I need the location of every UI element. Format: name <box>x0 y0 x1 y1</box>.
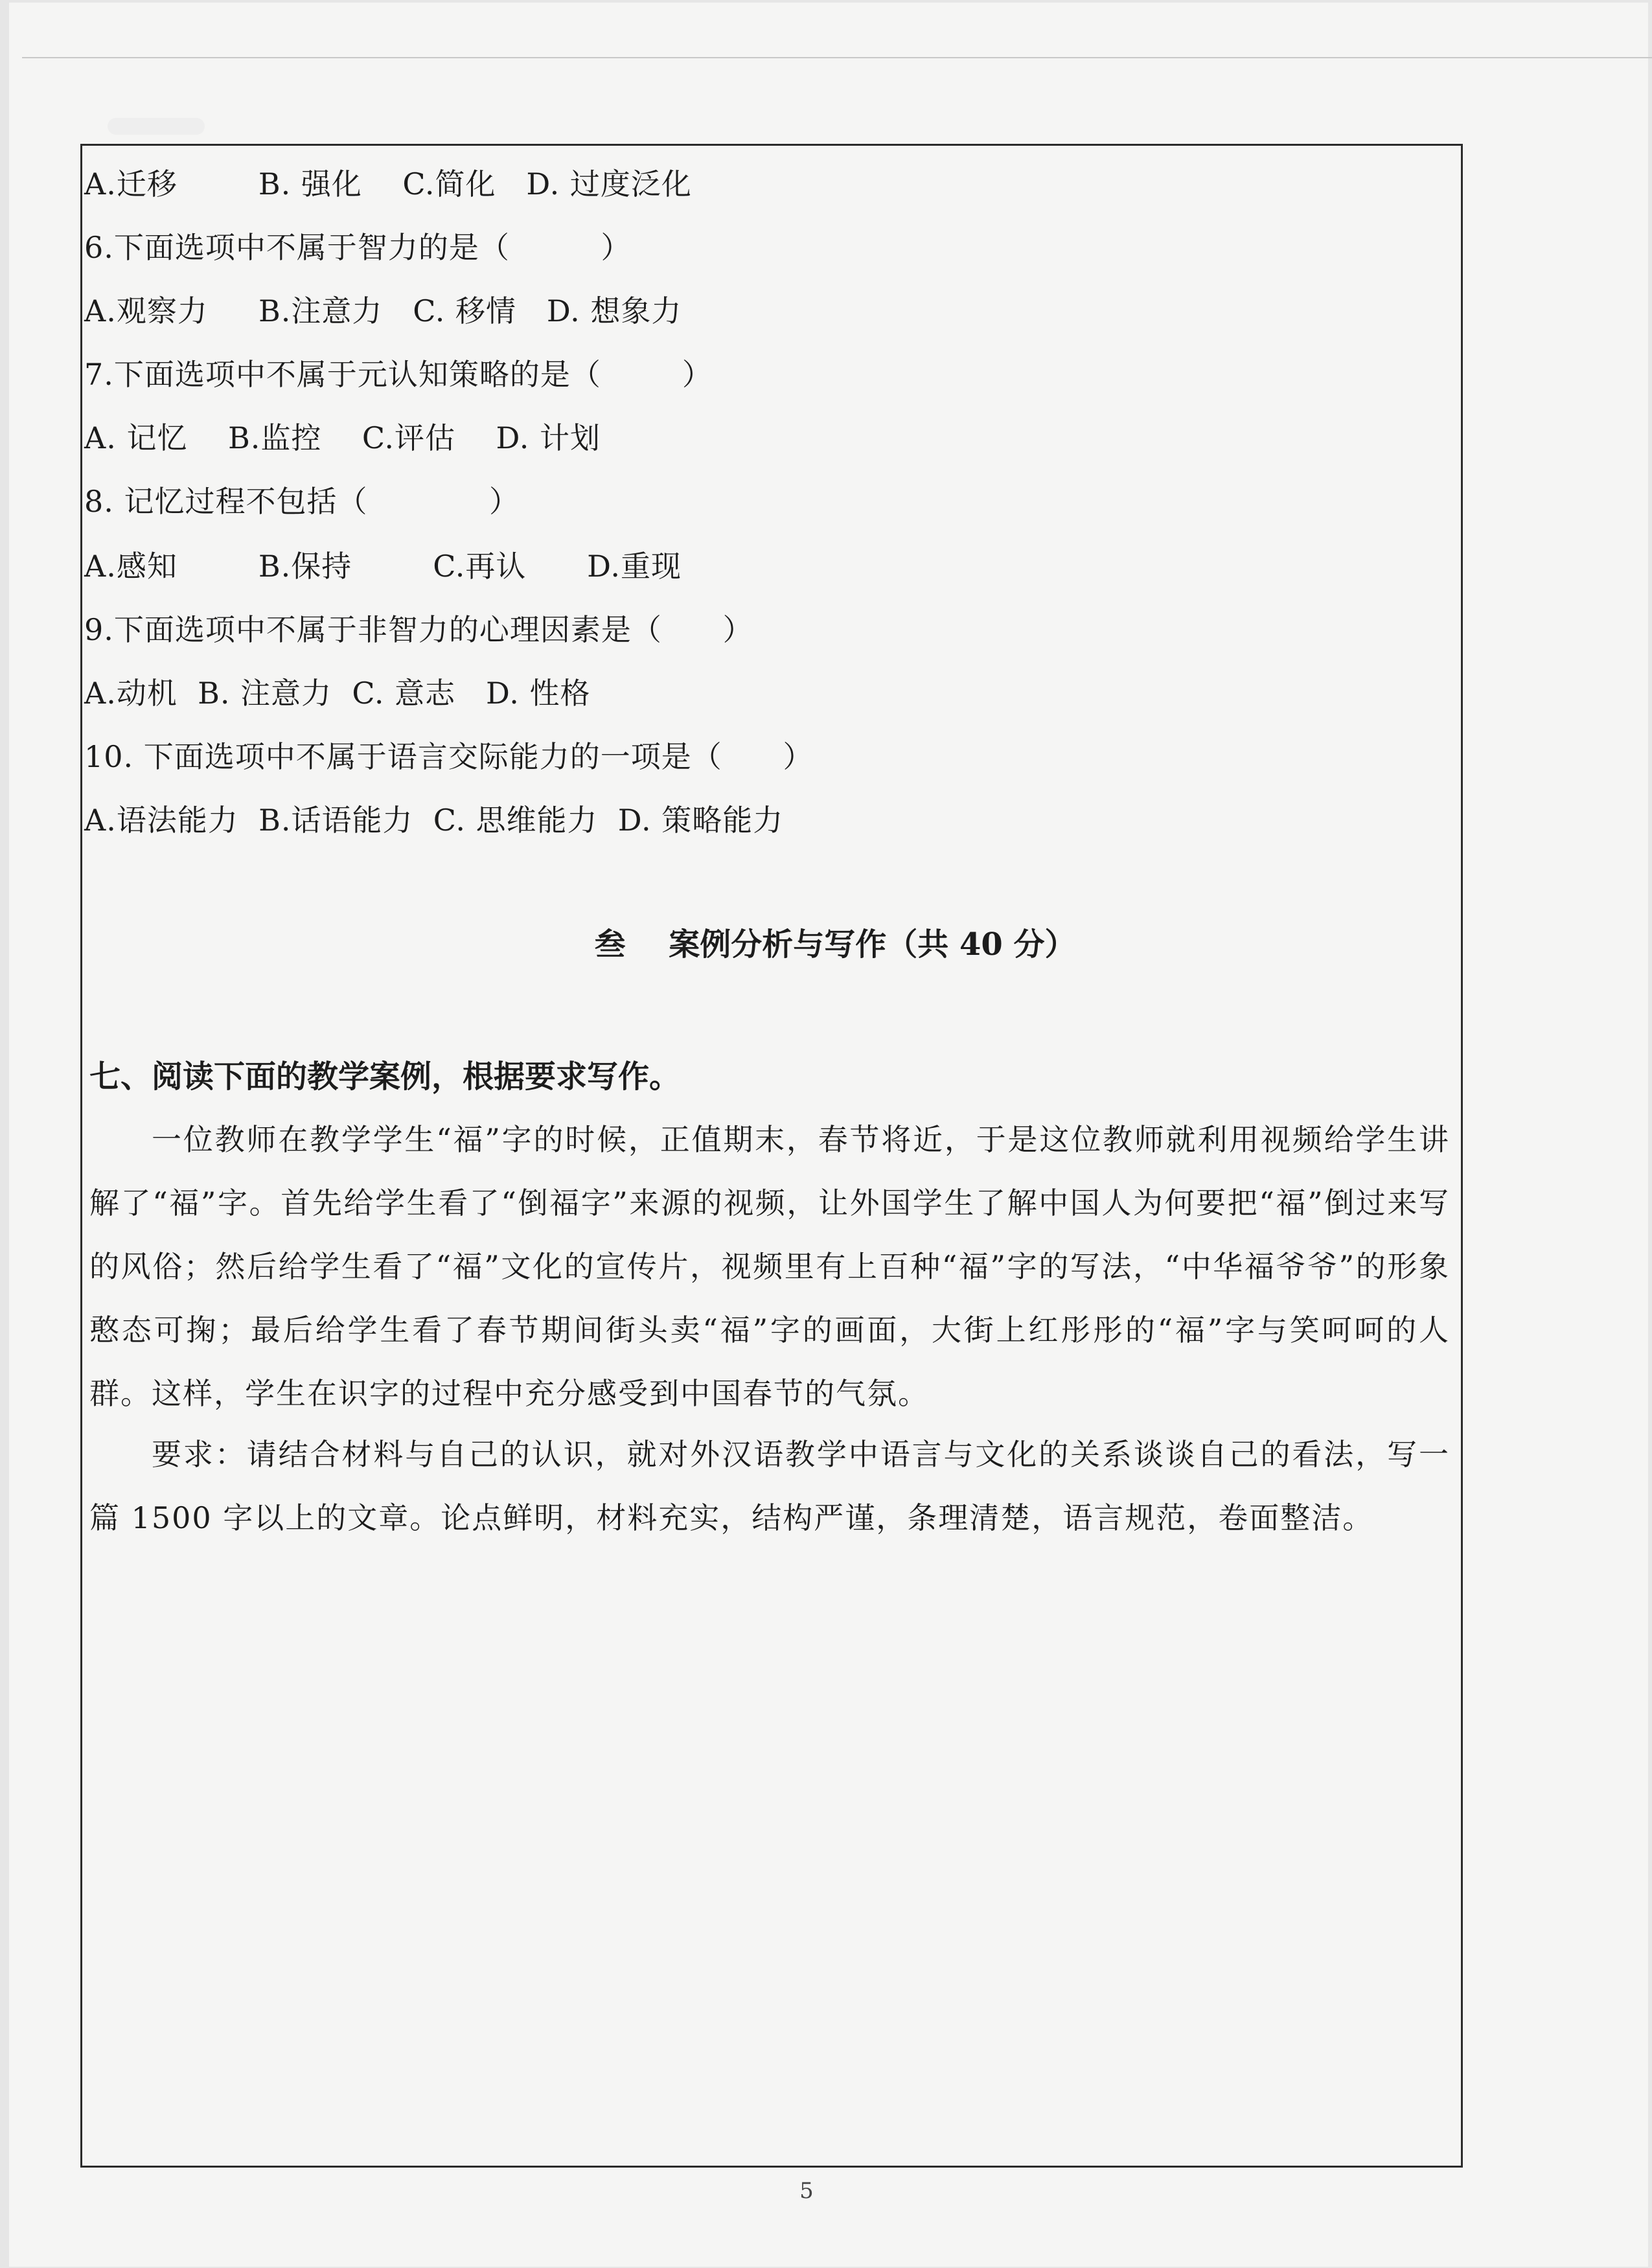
q6-question: 6.下面选项中不属于智力的是（ ） <box>84 230 632 265</box>
q7-question: 7.下面选项中不属于元认知策略的是（ ） <box>84 357 713 392</box>
scan-edge-line <box>22 57 1652 58</box>
paper-smudge <box>108 118 205 135</box>
q9-question: 9.下面选项中不属于非智力的心理因素是（ ） <box>84 612 753 647</box>
section-three-title: 叁 案例分析与写作（共 40 分） <box>594 926 1076 963</box>
exam-sheet <box>9 3 1648 2267</box>
q5-options: A.迁移 B. 强化 C.简化 D. 过度泛化 <box>84 166 692 201</box>
requirement-paragraph: 要求：请结合材料与自己的认识，就对外汉语教学中语言与文化的关系谈谈自己的看法，写一篇 1500 字以上的文章。论点鲜明，材料充实，结构严谨，条理清楚，语言规范，卷面整洁。 <box>89 1437 1450 1535</box>
q6-options: A.观察力 B.注意力 C. 移情 D. 想象力 <box>84 293 682 328</box>
case-paragraph: 一位教师在教学学生“福”字的时候，正值期末，春节将近，于是这位教师就利用视频给学生讲解了“福”字。首先给学生看了“倒福字”来源的视频，让外国学生了解中国人为何要把“福”倒过来写的风俗；然后给学生看了“福”文化的宣传片，视频里有上百种“福”字的写法，“中华福爷爷”的形象憨态可掬；最后给学生看了春节期间街头卖“福”字的画面，大街上红彤彤的“福”字与笑呵呵的人群。这样，学生在识字的过程中充分感受到中国春节的气氛。 <box>89 1122 1450 1411</box>
q10-options: A.语法能力 B.话语能力 C. 思维能力 D. 策略能力 <box>84 803 784 838</box>
page-number: 5 <box>799 2178 814 2204</box>
q7-options: A. 记忆 B.监控 C.评估 D. 计划 <box>84 420 601 455</box>
q8-options: A.感知 B.保持 C.再认 D.重现 <box>84 549 682 584</box>
q9-options: A.动机 B. 注意力 C. 意志 D. 性格 <box>84 676 591 711</box>
q8-question: 8. 记忆过程不包括（ ） <box>84 484 520 519</box>
q10-question: 10. 下面选项中不属于语言交际能力的一项是（ ） <box>84 739 814 774</box>
task-seven-title: 七、阅读下面的教学案例，根据要求写作。 <box>89 1059 681 1095</box>
